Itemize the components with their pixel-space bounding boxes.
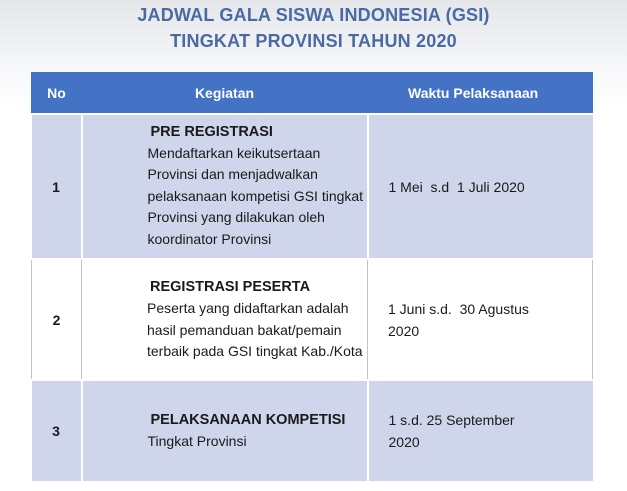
time-line: 1 Mei s.d 1 Juli 2020 — [388, 178, 525, 195]
header-waktu-pelaksanaan: Waktu Pelaksanaan — [368, 73, 593, 115]
time-cell — [368, 114, 593, 259]
activity-description-line: hasil pemanduan bakat/pemain — [147, 321, 342, 338]
page-title-line-1: JADWAL GALA SISWA INDONESIA (GSI) — [137, 5, 490, 25]
row-number: 1 — [32, 114, 82, 259]
table-header-row — [32, 73, 593, 115]
activity-description-line: Provinsi yang dilakukan oleh — [147, 209, 325, 226]
activity-cell — [82, 380, 368, 482]
activity-description-line: terbaik pada GSI tingkat Kab./Kota — [147, 343, 363, 360]
time-line: 1 s.d. 25 September — [388, 412, 515, 428]
activity-description — [147, 298, 367, 363]
activity-description-line: Provinsi dan menjadwalkan — [147, 166, 318, 183]
time-line: 1 Juni s.d. 30 Agustus — [388, 300, 529, 317]
activity-title: PELAKSANAAN KOMPETISI — [150, 412, 346, 429]
page-title-line-2: TINGKAT PROVINSI TAHUN 2020 — [170, 31, 457, 51]
activity-title: PRE REGISTRASI — [150, 123, 273, 140]
activity-description — [148, 143, 367, 251]
header-kegiatan: Kegiatan — [82, 73, 368, 115]
row-number: 3 — [32, 380, 82, 482]
activity-title: REGISTRASI PESERTA — [150, 279, 311, 296]
time-cell — [368, 259, 593, 380]
table-row — [32, 114, 593, 259]
header-no: No — [32, 73, 82, 115]
activity-description-line: Peserta yang didaftarkan adalah — [147, 300, 349, 317]
schedule-table — [31, 72, 593, 483]
activity-description — [148, 431, 367, 453]
time-line: 2020 — [388, 434, 420, 450]
table-row — [32, 380, 593, 482]
activity-cell — [82, 259, 368, 380]
activity-description-line: Tingkat Provinsi — [147, 433, 247, 450]
activity-description-line: pelaksanaan kompetisi GSI tingkat — [147, 187, 364, 204]
table-row — [32, 259, 593, 380]
time-line: 2020 — [388, 322, 420, 339]
activity-cell — [82, 114, 368, 259]
time-cell — [368, 380, 593, 482]
row-number: 2 — [32, 259, 82, 380]
activity-description-line: koordinator Provinsi — [147, 230, 272, 247]
activity-description-line: Mendaftarkan keikutsertaan — [147, 144, 321, 161]
